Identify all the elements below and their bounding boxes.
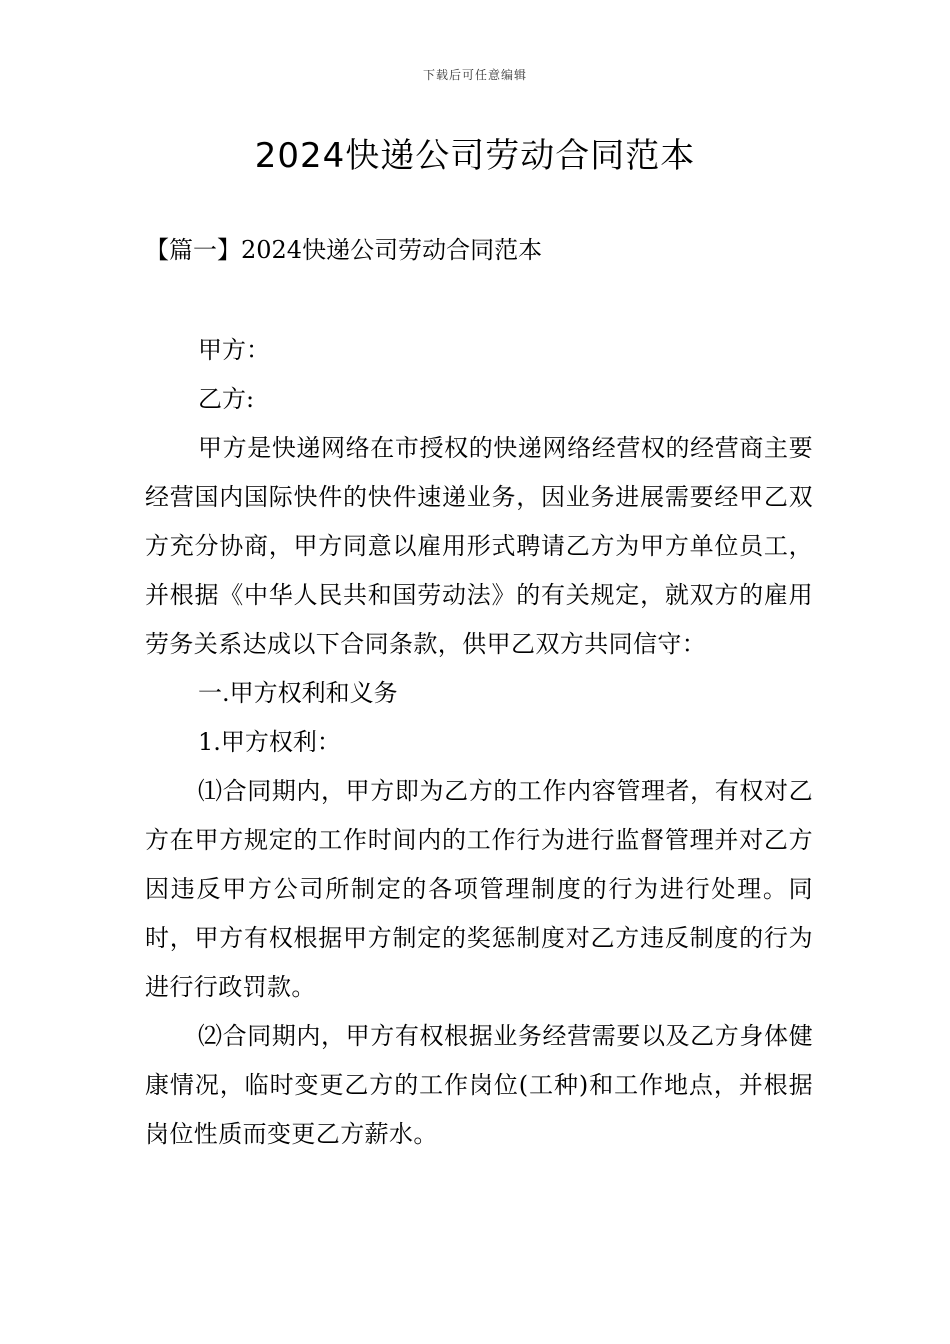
party-a-label: 甲方： bbox=[198, 336, 270, 364]
party-b-label: 乙方: bbox=[198, 385, 255, 413]
clause-heading-1-1: 1.甲方权利： bbox=[198, 728, 341, 756]
clause-item-1: ⑴合同期内，甲方即为乙方的工作内容管理者，有权对乙方在甲方规定的工作时间内的工作行为进行监督管理并对乙方因违反甲方公司所制定的各项管理制度的行为进行处理。同时，甲方有权根据甲方制定的奖惩制度对乙方违反制度的行为进行行政罚款。 bbox=[145, 777, 813, 1001]
intro-paragraph: 甲方是快递网络在市授权的快递网络经营权的经营商主要经营国内国际快件的快件速递业务，因业务进展需要经甲乙双方充分协商，甲方同意以雇用形式聘请乙方为甲方单位员工，并根据《中华人民共和国劳动法》的有关规定，就双方的雇用劳务关系达成以下合同条款，供甲乙双方共同信守： bbox=[145, 434, 813, 658]
clause-item-2: ⑵合同期内，甲方有权根据业务经营需要以及乙方身体健康情况，临时变更乙方的工作岗位(工种)和工作地点，并根据岗位性质而变更乙方薪水。 bbox=[145, 1022, 813, 1148]
document-title: 2024快递公司劳动合同范本 bbox=[254, 136, 696, 176]
clause-heading-1: 一.甲方权利和义务 bbox=[198, 679, 398, 707]
header-note: 下载后可任意编辑 bbox=[422, 68, 527, 82]
section-heading: 【篇一】2024快递公司劳动合同范本 bbox=[145, 236, 543, 264]
contract-body bbox=[145, 326, 813, 1159]
